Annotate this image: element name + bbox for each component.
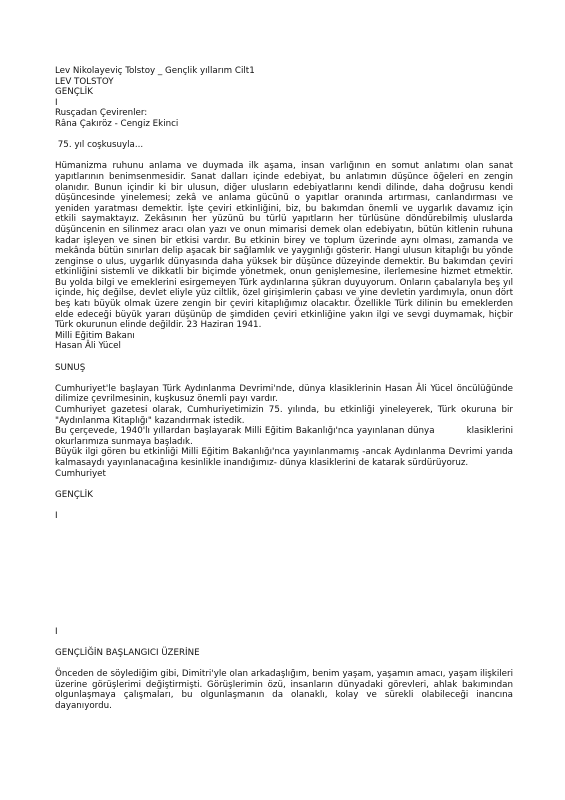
translators-names: Râna Çakıröz - Cengiz Ekinci bbox=[55, 118, 179, 129]
part-numeral: I bbox=[55, 510, 58, 521]
sunus-signature: Cumhuriyet bbox=[55, 468, 106, 479]
foreword-signature-title: Milli Eğitim Bakanı bbox=[55, 330, 135, 341]
sunus-paragraph-2: Cumhuriyet gazetesi olarak, Cumhuriyetimizin 75. yılında, bu etkinliği yineleyerek, Türk okuruna bir "Aydınlanma Kitaplığı" kazandırmak istedik. bbox=[55, 405, 513, 426]
book-title: GENÇLİK bbox=[55, 87, 93, 98]
sunus-paragraph-3: Bu çerçevede, 1940'lı yıllardan başlayarak Milli Eğitim Bakanlığı'nca yayınlanan dünya klasiklerini okurlarımıza sunmaya başladık. bbox=[55, 426, 516, 447]
translators-label: Rusçadan Çevirenler: bbox=[55, 108, 148, 119]
part-heading: GENÇLİK bbox=[55, 489, 93, 500]
book-source-line: Lev Nikolayeviç Tolstoy _ Gençlik yıllarım Cilt1 bbox=[55, 66, 255, 76]
sunus-paragraph-1: Cumhuriyet'le başlayan Türk Aydınlanma Devrimi'nde, dünya klasiklerinin Hasan Âli Yücel öncülüğünde dilimize çevrilmesinin, kuşkusuz önemli payı vardır. bbox=[55, 383, 513, 405]
author-name: LEV TOLSTOY bbox=[55, 76, 114, 87]
anniversary-note: 75. yıl coşkusuyla... bbox=[55, 140, 144, 151]
sunus-paragraph-4: Büyük ilgi gören bu etkinliği Milli Eğitim Bakanlığı'nca yayınlanmamış -ancak Aydınlanma Devrimi yarıda kalmasaydı yayınlanacağına kesinlikle inandığımız- dünya klasiklerini de katarak sürdürüyoruz. bbox=[55, 447, 513, 468]
volume-numeral: I bbox=[55, 97, 58, 108]
chapter-paragraph: Önceden de söylediğim gibi, Dimitri'yle olan arkadaşlığım, benim yaşam, yaşamın amacı, yaşam ilişkileri üzerine görüşlerimi değiştirmişti. Görüşlerimin özü, insanların dünyadaki görevleri, ahlak bakımından olgunlaşmaya çalışmaları, bu olgunlaşmanın da olanaklı, kolay ve sürekli olabileceği inancına dayanıyordu. bbox=[55, 668, 513, 711]
chapter-title: GENÇLİĞİN BAŞLANGICI ÜZERİNE bbox=[55, 647, 200, 658]
foreword-signature-name: Hasan Âli Yücel bbox=[55, 341, 121, 352]
foreword-paragraph: Hümanizma ruhunu anlama ve duymada ilk aşama, insan varlığının en somut anlatımı olan sanat yapıtlarının benimsenmesidir. Sanat dalları içinde edebiyat, bu anlatımın düşünce öğeleri en zengin olanıdır. Bunun içindir ki bir ulusun, diğer ulusların edebiyatlarını kendi dilinde, daha doğrusu kendi düşüncesinde yinelemesi; zekâ ve anlama gücünü o yapıtlar oranında artırması, canlandırması ve yeniden yaratması demektir. İşte çeviri etkinliğini, biz, bu bakımdan önemli ve uygarlık davamız için etkili saymaktayız. Zekâsının her yüzünü bu türlü yapıtların her türlüsüne döndürebilmiş uluslarda düşüncenin en silinmez aracı olan yazı ve onun mimarisi demek olan edebiyatın, bütün kitlenin ruhuna kadar işleyen ve sinen bir etkisi vardır. Bu etkinin birey ve toplum üzerinde aynı olması, zamanda ve mekânda bütün sınırları delip aşacak bir sağlamlık ve yaygınlığı gösterir. Hangi ulusun kitaplığı bu yönde zenginse o ulus, uygarlık dünyasında daha yüksek bir düşünce düzeyinde demektir. Bu bakımdan çeviri etkinliğini sistemli ve dikkatli bir biçimde yönetmek, onun genişlemesine, ilerlemesine hizmet etmektir. Bu yolda bilgi ve emeklerini esirgemeyen Türk aydınlarına şükran duyuyorum. Onların çabalarıyla beş yıl içinde, hiç değilse, devlet eliyle yüz ciltlik, özel girişimlerin çabası ve yine devletin yardımıyla, onun dört beş katı büyük olmak üzere zengin bir çeviri kitaplığımız olacaktır. Özellikle Türk dilinin bu emeklerden elde edeceği büyük yararı düşünüp de şimdiden çeviri etkinliğine yakın ilgi ve sevgi duymamak, hiçbir Türk okurunun elinde değildir. 23 Haziran 1941. bbox=[55, 161, 513, 331]
chapter-numeral: I bbox=[55, 626, 58, 637]
document-page bbox=[55, 66, 516, 711]
sunus-heading: SUNUŞ bbox=[55, 362, 86, 373]
